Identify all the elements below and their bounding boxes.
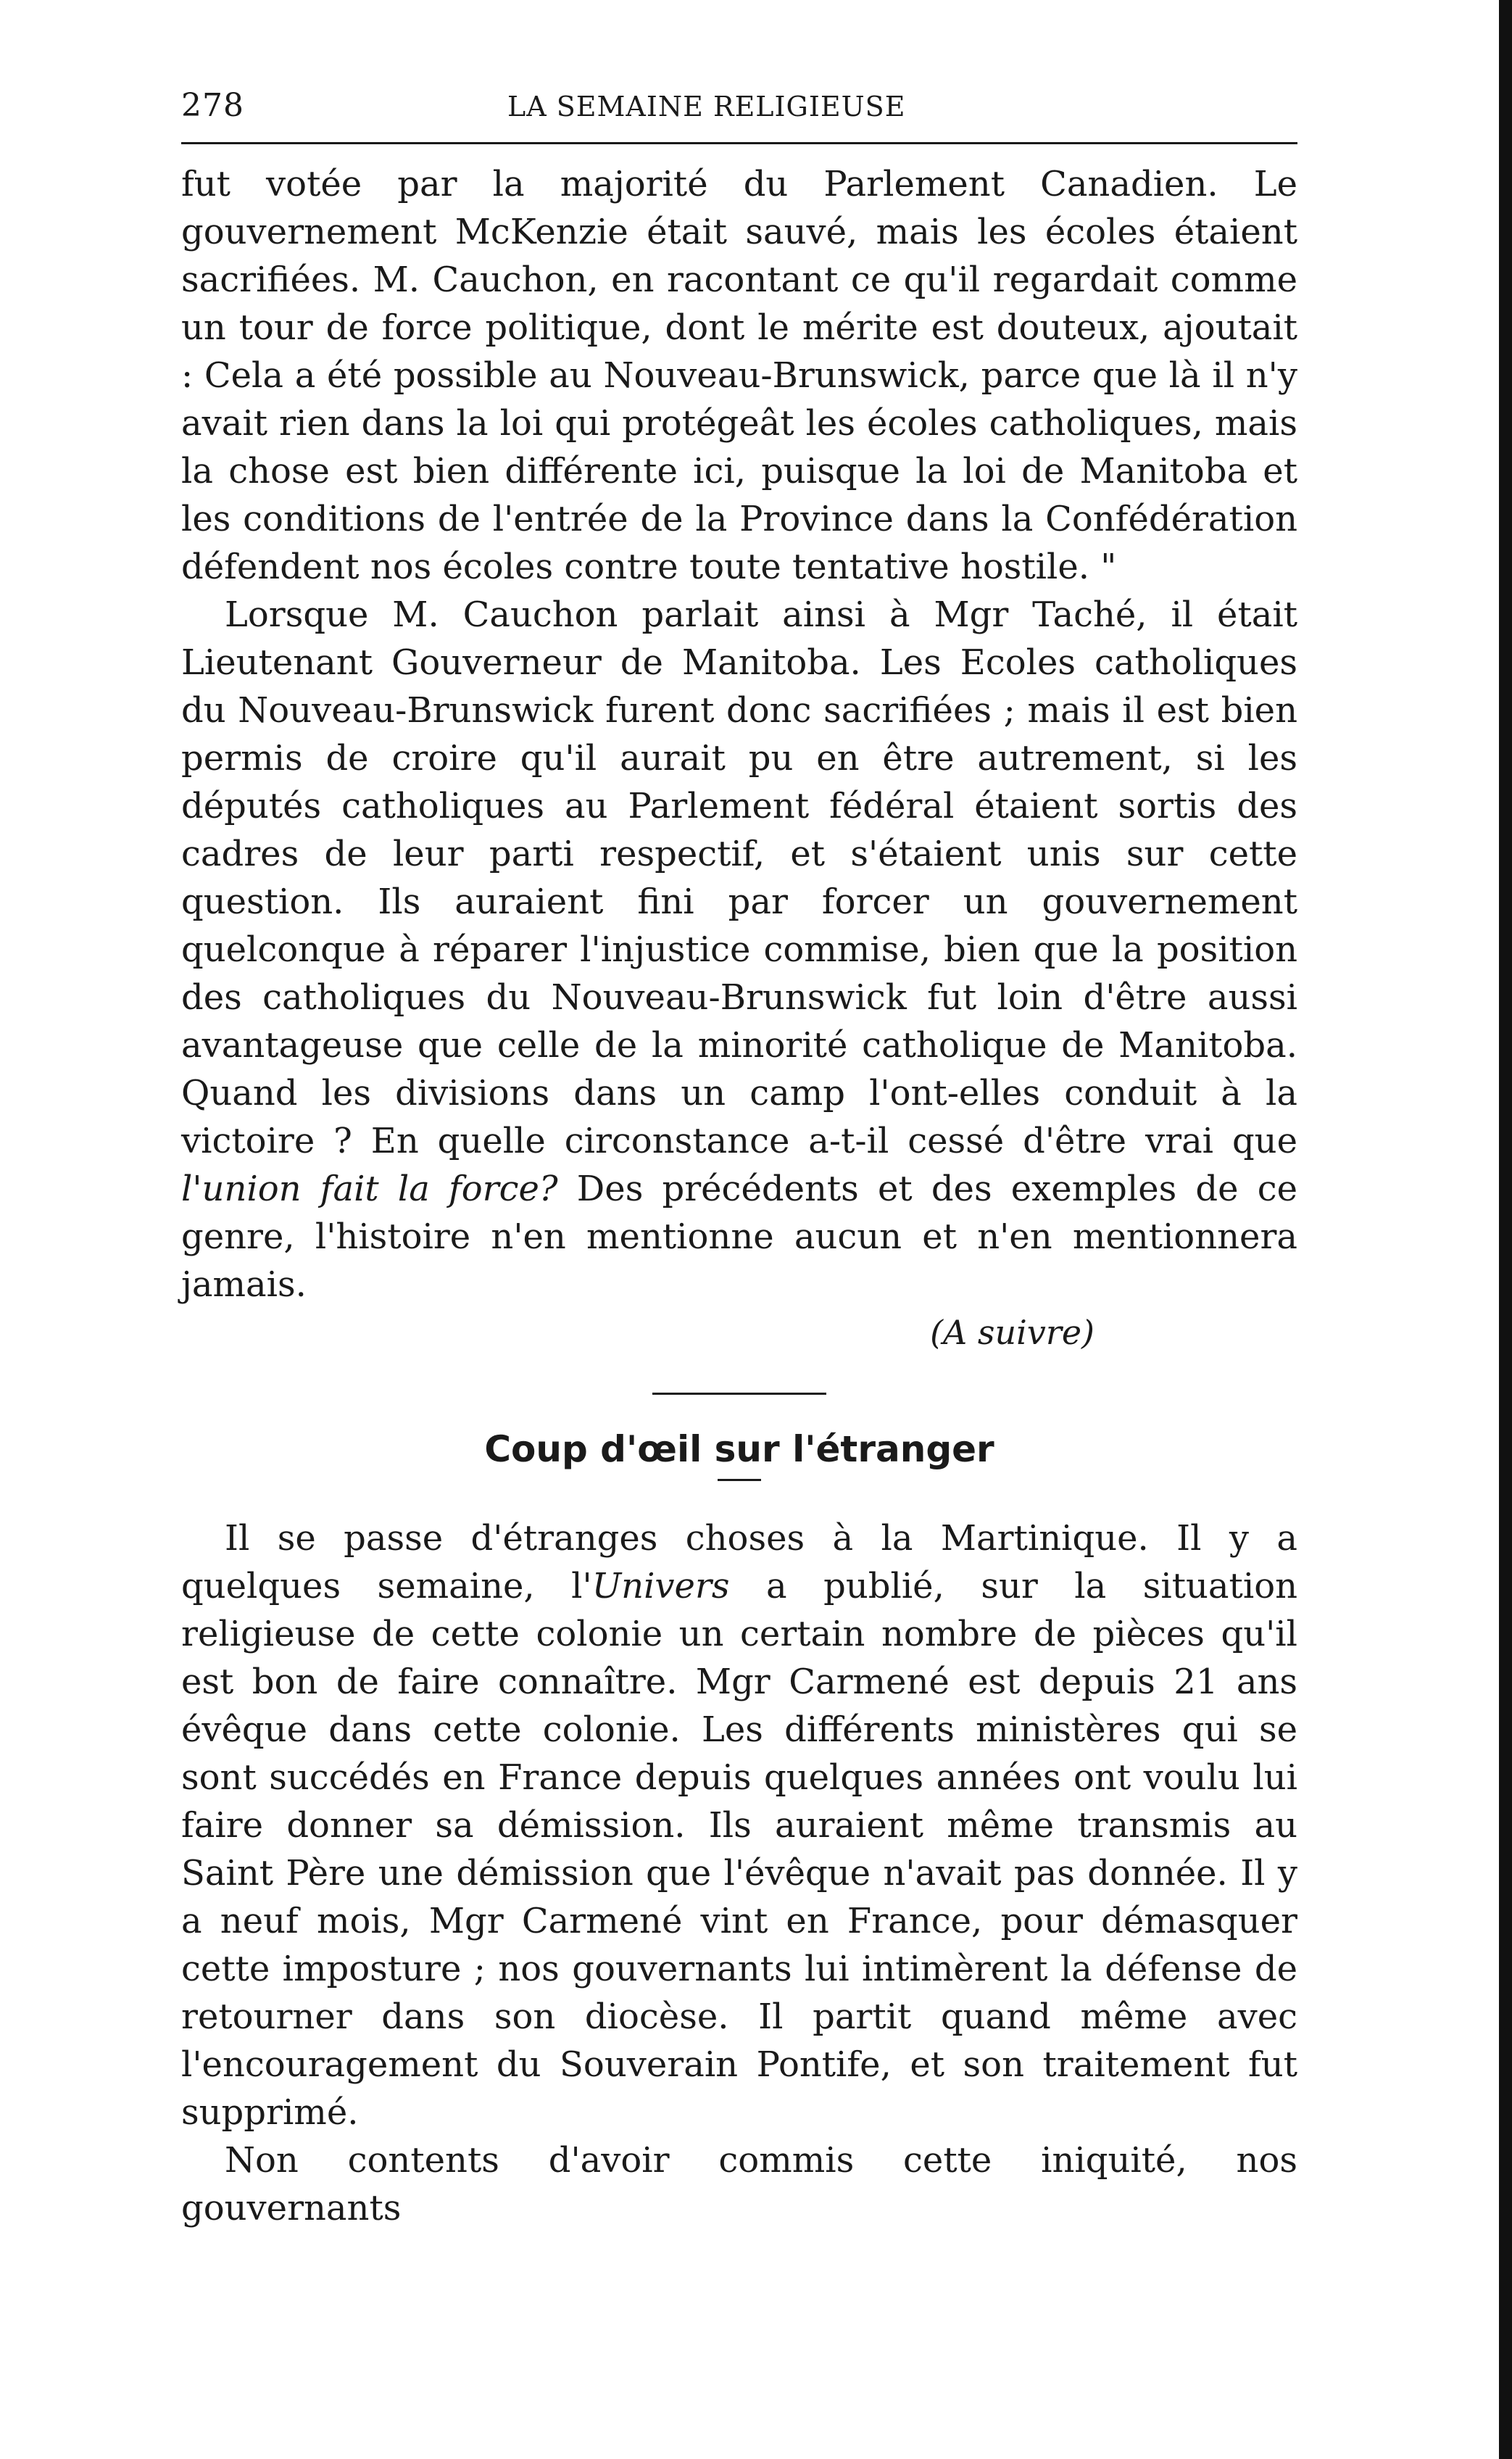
- book-page: [181, 87, 1297, 2232]
- paragraph: fut votée par la majorité du Parlement Canadien. Le gouvernement McKenzie était sauvé, mais les écoles étaient sacrifiées. M. Cauchon, en racontant ce qu'il regardait comme un tour de force politique, dont le mérite est douteux, ajoutait : Cela a été possible au Nouveau-Brunswick, parce que là il n'y avait rien dans la loi qui protégeât les écoles catholiques, mais la chose est bien différente ici, puisque la loi de Manitoba et les conditions de l'entrée de la Province dans la Confédération défendent nos écoles contre toute tentative hostile. ": [181, 164, 1297, 587]
- running-title: LA SEMAINE RELIGIEUSE: [507, 91, 906, 123]
- paragraph-text: Il se passe d'étranges choses à la Martinique. Il y a quelques semaine, l': [181, 1518, 1297, 1606]
- paragraph: Non contents d'avoir commis cette iniquité, nos gouvernants: [181, 2140, 1297, 2228]
- italic-phrase: l'union fait la force?: [181, 1169, 558, 1209]
- section-divider: [652, 1393, 826, 1395]
- paragraph: [181, 1514, 1297, 2136]
- italic-title: Univers: [591, 1566, 730, 1606]
- paragraph-text: a publié, sur la situation religieuse de cette colonie un certain nombre de pièces qu'il est bon de faire connaître. Mgr Carmené est depuis 21 ans évêque dans cette colonie. Les différents ministères qui se sont succédés en France depuis quelques années ont voulu lui faire donner sa démission. Ils auraient même transmis au Saint Père une démission que l'évêque n'avait pas donnée. Il y a neuf mois, Mgr Carmené vint en France, pour démasquer cette imposture ; nos gouvernants lui intimèrent la défense de retourner dans son diocèse. Il partit quand même avec l'encouragement du Souverain Pontife, et son traitement fut supprimé.: [181, 1566, 1298, 2133]
- header-rule: [181, 142, 1297, 144]
- paragraph-text: Lorsque M. Cauchon parlait ainsi à Mgr Taché, il était Lieutenant Gouverneur de Manitoba. Les Ecoles catholiques du Nouveau-Brunswick furent donc sacrifiées ; mais il est bien permis de croire qu'il aurait pu en être autrement, si les députés catholiques au Parlement fédéral étaient sortis des cadres de leur parti respectif, et s'étaient unis sur cette question. Ils auraient fini par forcer un gouvernement quelconque à réparer l'injustice commise, bien que la position des catholiques du Nouveau-Brunswick fut loin d'être aussi avantageuse que celle de la minorité catholique de Manitoba. Quand les divisions dans un camp l'ont-elles conduit à la victoire ? En quelle circonstance a-t-il cessé d'être vrai que: [181, 594, 1297, 1161]
- page-number: 278: [181, 87, 244, 124]
- page-header: [181, 87, 1297, 138]
- section-heading: Coup d'œil sur l'étranger: [484, 1428, 994, 1470]
- article-body: [181, 1514, 1297, 2232]
- heading-underline: [718, 1479, 761, 1481]
- paragraph-text: Des précédents et des exemples de ce genre, l'histoire n'en mentionne aucun et n'en mentionnera jamais.: [181, 1169, 1298, 1305]
- paragraph: [181, 591, 1297, 1309]
- scan-edge-bar: [1499, 0, 1512, 2459]
- to-be-continued: (A suivre): [930, 1313, 1094, 1352]
- article-continued: [181, 160, 1297, 1309]
